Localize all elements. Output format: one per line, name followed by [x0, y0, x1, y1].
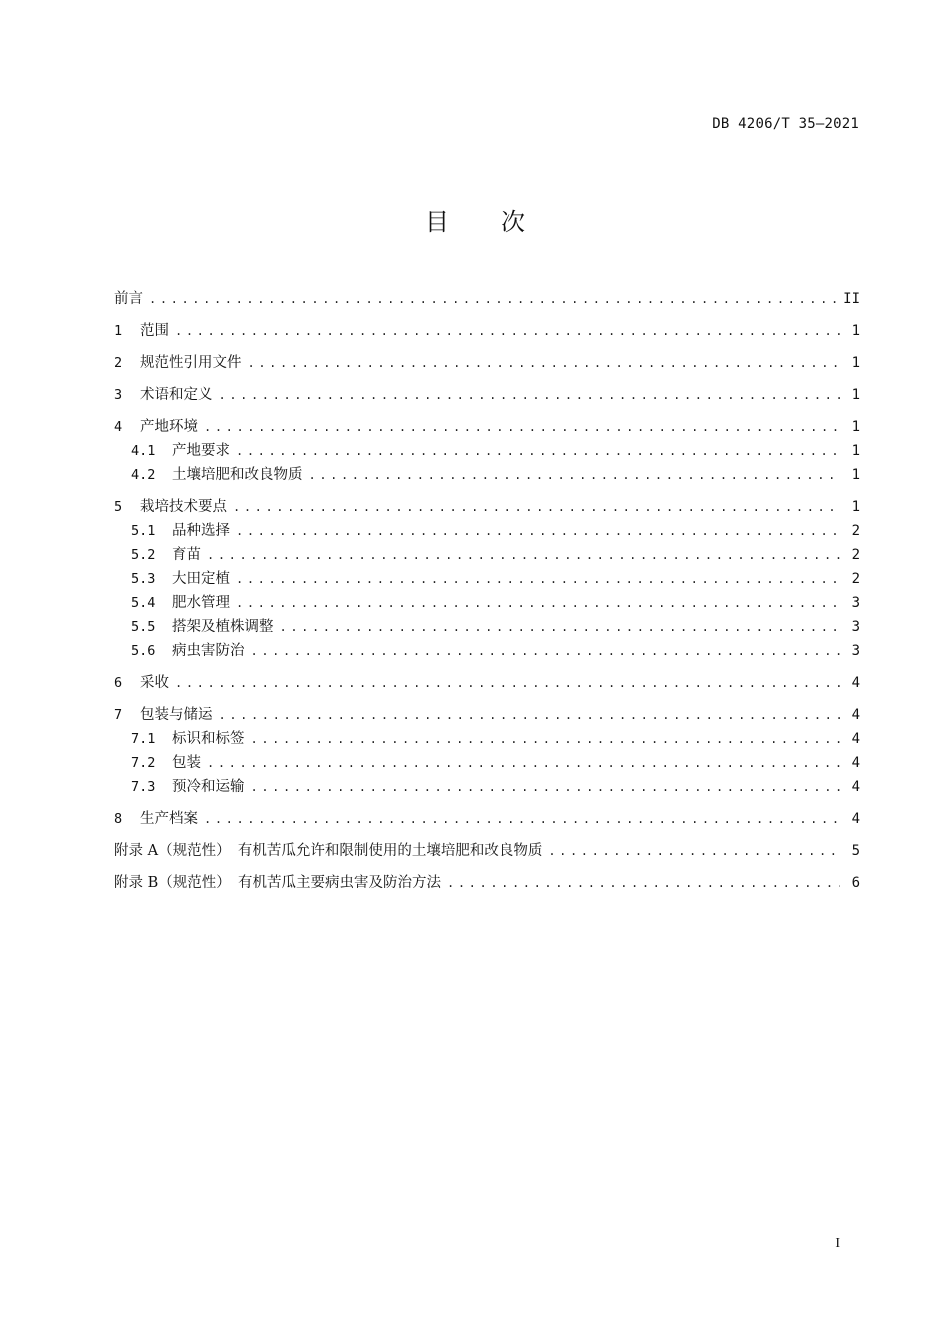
toc-leader-dots: [309, 463, 841, 487]
toc-entry-5-1[interactable]: [114, 519, 860, 543]
toc-entry-number: 1: [114, 323, 123, 339]
toc-entry-label: 前言: [114, 291, 143, 307]
toc-leader-dots: [251, 639, 841, 663]
toc-entry-number: 4.1: [131, 443, 156, 459]
toc-entry-page: 2: [851, 571, 860, 587]
toc-entry-number: 2: [114, 355, 123, 371]
toc-entry-number: 7.2: [131, 755, 156, 771]
toc-entry-page: 1: [851, 467, 860, 483]
toc-entry-number: 8: [114, 811, 123, 827]
toc-entry-number: 7: [114, 707, 123, 723]
toc-entry-3[interactable]: [114, 383, 860, 407]
toc-entry-label: 术语和定义: [140, 387, 213, 403]
toc-entry-page: 1: [851, 387, 860, 403]
toc-entry-label: 产地要求: [172, 443, 230, 459]
toc-leader-dots: [236, 567, 840, 591]
toc-leader-dots: [548, 839, 840, 863]
toc-entry-page: 2: [851, 547, 860, 563]
toc-entry-label: 规范性引用文件: [140, 355, 242, 371]
toc-leader-dots: [280, 615, 841, 639]
toc-entry-6[interactable]: [114, 671, 860, 695]
table-of-contents: [114, 287, 860, 895]
toc-entry-5-4[interactable]: [114, 591, 860, 615]
toc-entry-label: 品种选择: [172, 523, 230, 539]
toc-entry-label: 附录 B（规范性） 有机苦瓜主要病虫害及防治方法: [114, 875, 442, 891]
toc-entry-label: 附录 A（规范性） 有机苦瓜允许和限制使用的土壤培肥和改良物质: [114, 843, 543, 859]
toc-entry-4-1[interactable]: [114, 439, 860, 463]
toc-entry-number: 5: [114, 499, 123, 515]
toc-entry-number: 5.6: [131, 643, 156, 659]
toc-entry-7-1[interactable]: [114, 727, 860, 751]
toc-entry-page: 4: [851, 779, 860, 795]
toc-entry-label: 包装: [172, 755, 201, 771]
toc-entry-label: 育苗: [172, 547, 201, 563]
toc-entry-2[interactable]: [114, 351, 860, 375]
toc-entry-label: 预冷和运输: [172, 779, 245, 795]
toc-entry-5[interactable]: [114, 495, 860, 519]
toc-entry-page: 1: [851, 355, 860, 371]
toc-leader-dots: [175, 671, 840, 695]
toc-entry-page: 4: [851, 811, 860, 827]
toc-entry-number: 5.2: [131, 547, 156, 563]
toc-entry-page: 4: [851, 731, 860, 747]
toc-entry-number: 5.5: [131, 619, 156, 635]
toc-entry-7-3[interactable]: [114, 775, 860, 799]
toc-entry-5-6[interactable]: [114, 639, 860, 663]
toc-entry-7-2[interactable]: [114, 751, 860, 775]
toc-entry-label: 生产档案: [140, 811, 198, 827]
toc-entry-label: 肥水管理: [172, 595, 230, 611]
toc-leader-dots: [207, 543, 840, 567]
document-code: DB 4206/T 35—2021: [712, 116, 859, 132]
toc-entry-page: II: [843, 291, 860, 307]
toc-entry-appendix-a[interactable]: [114, 839, 860, 863]
toc-entry-page: 6: [851, 875, 860, 891]
toc-leader-dots: [175, 319, 840, 343]
toc-entry-1[interactable]: [114, 319, 860, 343]
toc-entry-label: 搭架及植株调整: [172, 619, 274, 635]
toc-entry-label: 土壤培肥和改良物质: [172, 467, 303, 483]
toc-title-char-1: 目: [425, 208, 449, 236]
toc-entry-label: 采收: [140, 675, 169, 691]
toc-leader-dots: [251, 727, 841, 751]
toc-entry-page: 4: [851, 707, 860, 723]
toc-entry-8[interactable]: [114, 807, 860, 831]
toc-entry-4[interactable]: [114, 415, 860, 439]
toc-leader-dots: [447, 871, 840, 895]
toc-entry-number: 5.3: [131, 571, 156, 587]
toc-entry-number: 6: [114, 675, 123, 691]
toc-entry-page: 1: [851, 443, 860, 459]
toc-entry-page: 1: [851, 419, 860, 435]
toc-leader-dots: [204, 807, 840, 831]
toc-entry-page: 3: [851, 643, 860, 659]
toc-entry-page: 3: [851, 619, 860, 635]
toc-entry-label: 病虫害防治: [172, 643, 245, 659]
toc-entry-number: 5.1: [131, 523, 156, 539]
toc-entry-5-2[interactable]: [114, 543, 860, 567]
toc-leader-dots: [204, 415, 840, 439]
toc-entry-5-5[interactable]: [114, 615, 860, 639]
toc-entry-number: 7.3: [131, 779, 156, 795]
page-number: I: [835, 1236, 840, 1251]
toc-leader-dots: [219, 703, 841, 727]
toc-entry-label: 大田定植: [172, 571, 230, 587]
toc-entry-foreword[interactable]: [114, 287, 860, 311]
toc-entry-label: 包装与储运: [140, 707, 213, 723]
toc-entry-number: 5.4: [131, 595, 156, 611]
toc-entry-number: 4: [114, 419, 123, 435]
toc-title-char-2: 次: [501, 208, 525, 236]
toc-entry-number: 3: [114, 387, 123, 403]
toc-entry-page: 1: [851, 499, 860, 515]
toc-entry-number: 7.1: [131, 731, 156, 747]
toc-entry-label: 产地环境: [140, 419, 198, 435]
toc-leader-dots: [236, 591, 840, 615]
toc-title: [0, 202, 950, 237]
toc-entry-7[interactable]: [114, 703, 860, 727]
toc-leader-dots: [233, 495, 840, 519]
toc-entry-page: 1: [851, 323, 860, 339]
toc-leader-dots: [236, 519, 840, 543]
toc-entry-page: 5: [851, 843, 860, 859]
toc-entry-page: 2: [851, 523, 860, 539]
toc-leader-dots: [236, 439, 840, 463]
toc-entry-label: 栽培技术要点: [140, 499, 227, 515]
toc-entry-label: 范围: [140, 323, 169, 339]
toc-entry-5-3[interactable]: [114, 567, 860, 591]
toc-leader-dots: [251, 775, 841, 799]
toc-entry-page: 3: [851, 595, 860, 611]
toc-entry-4-2[interactable]: [114, 463, 860, 487]
toc-leader-dots: [219, 383, 841, 407]
toc-entry-appendix-b[interactable]: [114, 871, 860, 895]
toc-entry-label: 标识和标签: [172, 731, 245, 747]
toc-leader-dots: [207, 751, 840, 775]
toc-entry-page: 4: [851, 755, 860, 771]
toc-leader-dots: [248, 351, 841, 375]
toc-entry-number: 4.2: [131, 467, 156, 483]
toc-entry-page: 4: [851, 675, 860, 691]
toc-leader-dots: [149, 287, 839, 311]
